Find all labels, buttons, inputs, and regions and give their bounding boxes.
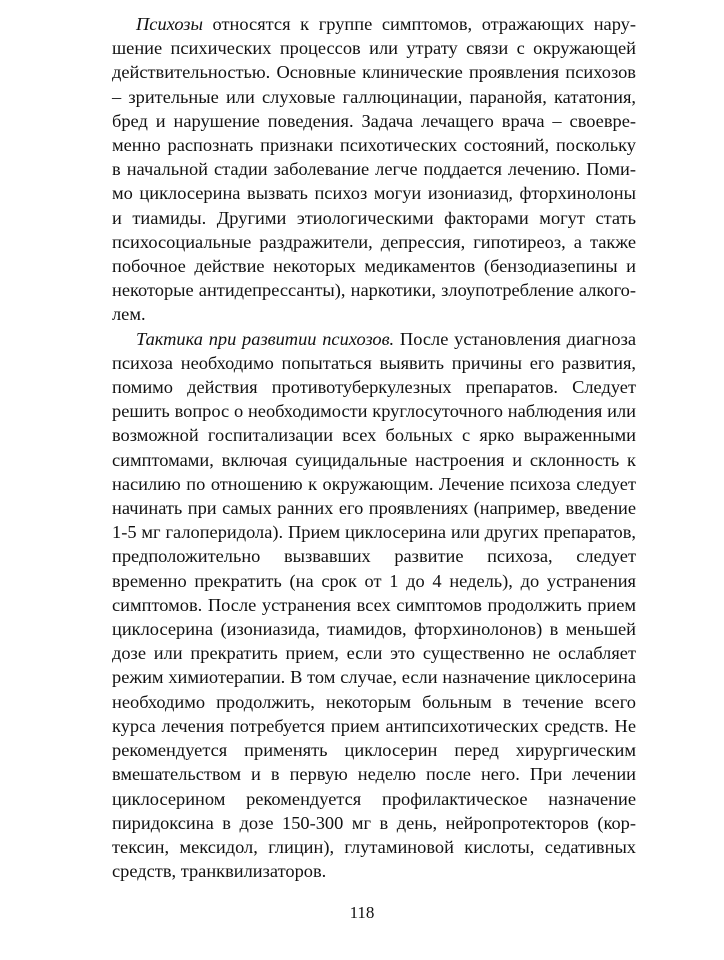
paragraph-body: относятся к группе симптомов, отражающих нарушение психических процессов или утрату связи с окружающей действительностью. Основные клинические проявления психозов – зрительные или слуховые галлюцинации, паранойя, кататония, бред и нарушение поведения. Задача лечащего врача – своевременно распознать признаки психотических состояний, поскольку в начальной стадии заболевание легче поддается лечению. Помимо циклосерина вызвать психоз могуи изониазид, фторхинолоны и тиамиды. Другими этиологическими факторами могут стать психосоциальные раздражители, депрессия, гипотиреоз, а также побочное действие некоторых медикаментов (бензодиазепины и некоторые антидепрессанты), наркотики, злоупотребление алкоголем. [112, 14, 636, 325]
page-number: 118 [349, 903, 375, 922]
paragraph-psychoses [112, 12, 636, 327]
paragraph-lead-term: Психозы [136, 14, 203, 34]
paragraph-lead-term: Тактика при развитии психозов. [136, 328, 395, 349]
paragraph-body: После установления диагноза психоза необходимо попытаться выявить причины его развития, помимо действия противотуберкулезных препаратов. Следует решить вопрос о необходимости круглосуточного наблюдения или возможной госпитализации всех больных с ярко выраженными симптомами, включая суицидальные настроения и склонность к насилию по отношению к окружающим. Лечение психоза следует начинать при самых ранних его проявлениях (например, введение 1-5 мг галоперидола). Прием циклосерина или других препаратов, предположительно вызвавших развитие психоза, следует временно прекратить (на срок от 1 до 4 недель), до устранения симптомов. После устранения всех симптомов продолжить прием циклосерина (изониазида, тиамидов, фторхинолонов) в меньшей дозе или прекратить прием, если это существенно не ослабляет режим химиотерапии. В том случае, если назначение циклосерина необходимо продолжить, некоторым больным в течение всего курса лечения потребуется прием антипсихотических средств. Не рекомендуется применять циклосерин перед хирургическим вмешательством и в первую неделю после него. При лечении циклосерином рекомендуется профилактическое назначение пиридоксина в дозе 150-300 мг в день, нейропротекторов (кортексин, мексидол, глицин), глутаминовой кислоты, седативных средств, транквилизаторов. [112, 328, 636, 882]
paragraph-tactics [112, 327, 636, 884]
body-text [112, 12, 636, 883]
